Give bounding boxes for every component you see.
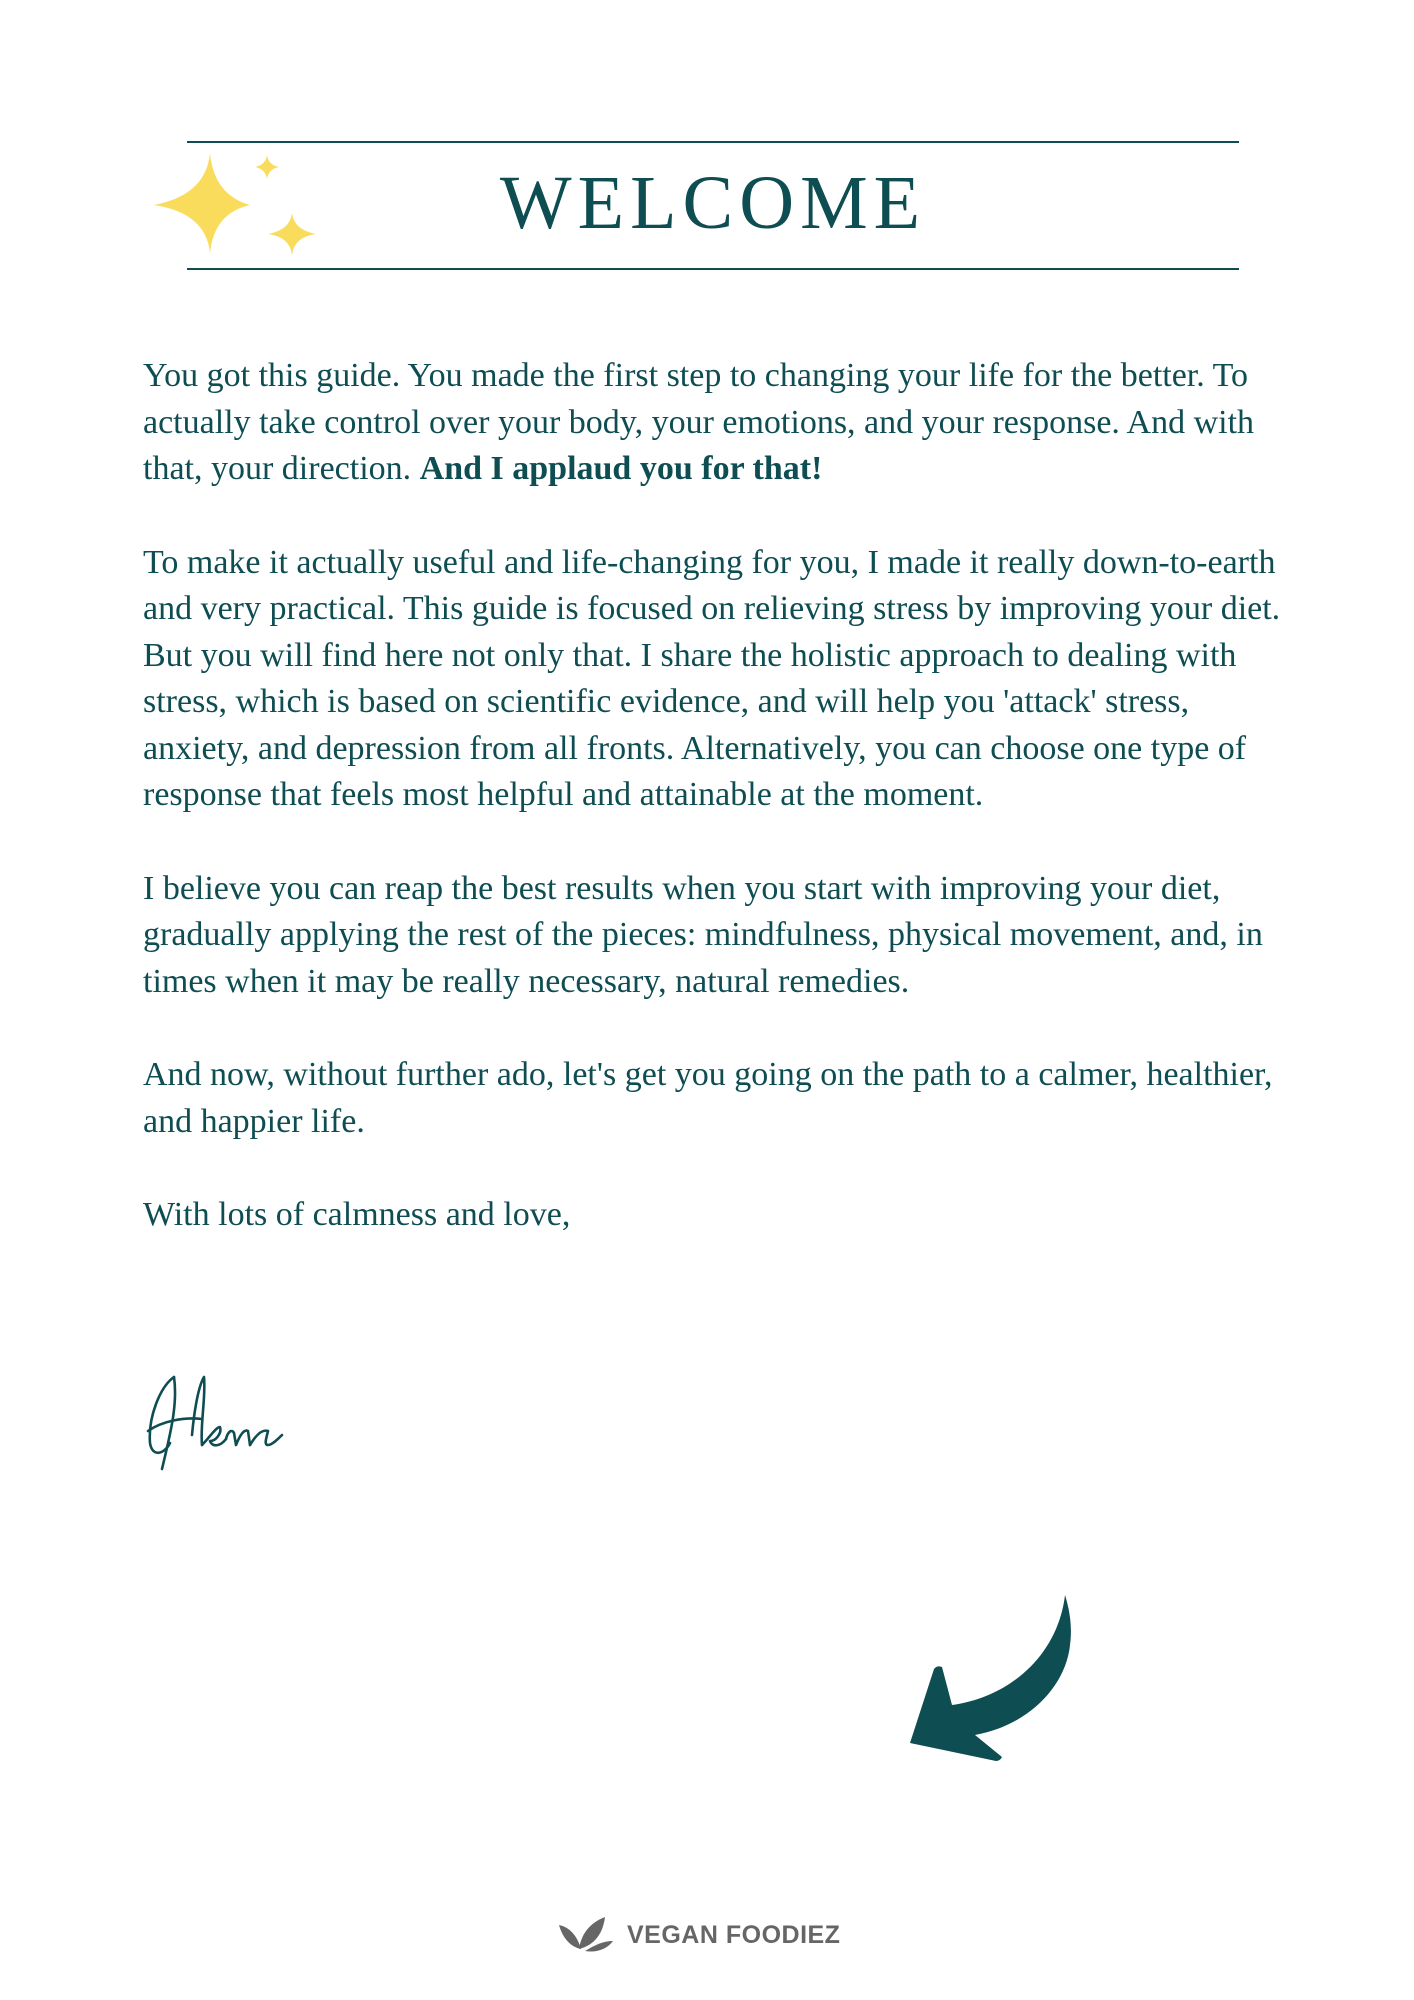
paragraph-intro-text: You got this guide. You made the first step to changing your life for the better. To actually take control over your body, your emotions, and your response. And with that, your direction. (143, 357, 1255, 487)
page-title: WELCOME (499, 161, 927, 245)
paragraph-intro-emphasis: And I applaud you for that! (419, 450, 823, 487)
paragraph-belief: I believe you can reap the best results when you start with improving your diet, gradually applying the rest of the pieces: mindfulness, physical movement, and, in times when it may be really necessary, natural remedies. (143, 869, 1263, 1000)
header-top-rule (187, 141, 1239, 143)
header-bottom-rule (187, 268, 1239, 270)
paragraph-intro (143, 353, 1293, 493)
signature-alena (140, 1365, 290, 1475)
leaf-logo-icon (555, 1915, 615, 1955)
closing-line: With lots of calmness and love, (143, 1196, 571, 1233)
arrow-down-left-icon (890, 1585, 1090, 1785)
paragraph-approach: To make it actually useful and life-changing for you, I made it really down-to-earth and very practical. This guide is focused on relieving stress by improving your diet. But you will find here not only that. I share the holistic approach to dealing with stress, which is based on scientific evidence, and will help you 'attack' stress, anxiety, and depression from all fronts. Alternatively, you can choose one type of response that feels most helpful and attainable at the moment. (143, 543, 1281, 813)
brand-name: VEGAN FOODIEZ (627, 1920, 841, 1949)
letter-body (143, 353, 1293, 1286)
footer-brand (555, 1915, 840, 1955)
paragraph-call-to-action: And now, without further ado, let's get you going on the path to a calmer, healthier, and happier life. (143, 1056, 1273, 1140)
